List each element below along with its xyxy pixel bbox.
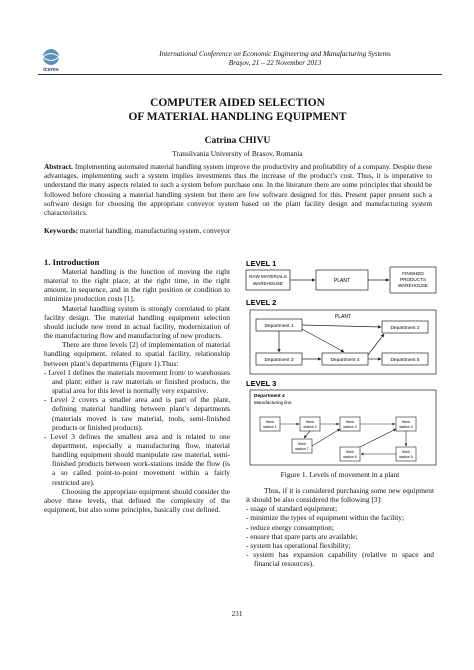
abstract-label: Abstract.	[44, 162, 73, 171]
right-paragraph-1: Thus, if it is considered purchasing some new equipment it should be also considered the following [3]:	[246, 486, 434, 505]
ws3-work: Work	[345, 420, 355, 424]
ws5-work: Work	[401, 450, 411, 454]
intro-paragraph-3: There are three levels [2] of implementation of material handling equipment, related to spatial facility, relationship between plant’s departments (Figure 1).Thus:	[44, 340, 230, 368]
ws2-work: Work	[305, 420, 315, 424]
intro-paragraph-4: Choosing the appropriate equipment should consider the above three levels, that defined the complexity of the equipment, but also some principles, basically cost defined.	[44, 486, 230, 515]
author-affiliation: Transilvania University of Brasov, Romania	[172, 149, 303, 158]
level-1-label: LEVEL 1	[246, 259, 277, 268]
ws1-work: Work	[265, 420, 275, 424]
level-item-3: - Level 3 defines the smallest area and is related to one department, especially a manufacturing flow, material handling equipment should manipulate raw material, semi-finished products between work-stations inside the flow (is a so called point-to-point movement within a fairly restricted are).	[44, 431, 230, 487]
level-item-2: - Level 2 covers a smaller area and is part of the plant, defining material handling between plant’s departments (materials moved is raw material, tools, semi-finished products or finished products).	[44, 395, 230, 432]
ws4-work: Work	[401, 420, 411, 424]
raw-materials-line-2: WAREHOUSE	[253, 281, 283, 286]
department-1-label: Department 1	[264, 324, 294, 329]
intro-paragraph-2: Material handling system is strongly correlated to plant facility design. The material handling equipment selection should include new trend in actual facility, modernization of the manufacturing flow and manufacturing of new products.	[44, 303, 230, 341]
title-line-2: OF MATERIAL HANDLING EQUIPMENT	[128, 110, 347, 123]
ws5-label: station 5	[399, 455, 413, 459]
ws7-work: Work	[297, 442, 307, 446]
department-2-label: Department 2	[390, 326, 420, 331]
logo-text: icems	[43, 67, 59, 72]
figure-1-caption: Figure 1. Levels of movement in a plant	[280, 470, 400, 479]
levels-list	[44, 368, 230, 487]
ws6-label: station 6	[343, 455, 357, 459]
ws4-label: station 4	[399, 425, 413, 429]
raw-materials-warehouse-box	[246, 270, 290, 290]
right-column-text	[246, 486, 434, 568]
department-5-label: Department 5	[390, 358, 420, 363]
figure-1	[244, 257, 440, 469]
intro-paragraph-1: Material handling is the function of moving the right material to the right place, at the right time, in the right amount, in sequence, and in the right position or condition to minimize production costs [1].	[44, 267, 230, 304]
consideration-item: - usage of standard equipment;	[246, 504, 338, 514]
abstract	[44, 162, 432, 217]
conference-header	[110, 50, 440, 68]
consideration-item: - reduce energy consumption;	[246, 522, 334, 532]
ws3-label: station 3	[343, 425, 357, 429]
section-heading-introduction: 1. Introduction	[44, 257, 100, 267]
department-3-label: Department 3	[264, 358, 294, 363]
finished-line-3: WAREHOUSE	[398, 283, 428, 288]
author-name: Catrina CHIVU	[204, 136, 271, 146]
raw-materials-line-1: RAW MATERIALS	[249, 274, 287, 279]
plant-area-label: PLANT	[334, 314, 352, 320]
header-divider	[38, 74, 442, 75]
logo-globe-icon	[43, 49, 59, 65]
level-2-label: LEVEL 2	[246, 298, 277, 307]
ws2-label: station 2	[303, 425, 317, 429]
left-column-text	[44, 267, 230, 514]
consideration-item: - system has operational flexibility;	[246, 540, 351, 550]
title-line-1: COMPUTER AIDED SELECTION	[150, 97, 325, 109]
page-number: 231	[231, 609, 243, 618]
department-4-title: Department 4	[254, 394, 285, 399]
considerations-list	[246, 504, 434, 568]
level-item-1: - Level 1 defines the materials movement from/ to warehouses and plant; either is raw materials or finished products, the spatial area for this level is normally very expansive.	[44, 367, 230, 396]
finished-line-1: FINISHED	[402, 271, 424, 276]
conference-logo	[38, 46, 64, 72]
movement-levels-diagram	[244, 257, 440, 469]
keywords-text: material handling, manufacturing system, conveyor	[78, 226, 231, 235]
abstract-text: Implementing automated material handling system improve the productivity and profitability of a company. Despite these advantages, implementing such a system implies investments thus the increase of the product’s cost. Thus, it is imperative to understand the many aspects related to such a system before purchase one. In the literature there are some principles that should be followed before choosing a material handling system but there are few software designed for this. Present paper present such a software design for choosing the appropriate conveyor system based on the plant facility design and manufacturing system characteristics.	[44, 162, 432, 218]
level-3-label: LEVEL 3	[246, 379, 277, 388]
conference-location-date: Braşov, 21 – 22 November 2013	[228, 59, 322, 67]
consideration-item: - minimize the types of equipment within the facility;	[246, 513, 405, 523]
manufacturing-line-label: Manufacturing line	[254, 400, 292, 405]
finished-line-2: PRODUCTS	[400, 277, 426, 282]
ws6-work: Work	[345, 450, 355, 454]
conference-name: International Conference on Economic Engineering and Manufacturing Systems	[159, 50, 391, 58]
paper-title	[60, 97, 415, 124]
consideration-item: - system has expansion capability (relative to space and financial resources).	[246, 550, 434, 569]
plant-label: PLANT	[333, 278, 351, 284]
ws7-label: station 7	[295, 447, 309, 451]
department-4-label: Department 4	[330, 358, 360, 363]
consideration-item: - ensure that spare parts are available;	[246, 531, 358, 541]
keywords	[44, 226, 432, 235]
keywords-label: Keywords:	[44, 226, 79, 235]
ws1-label: station 1	[263, 425, 277, 429]
